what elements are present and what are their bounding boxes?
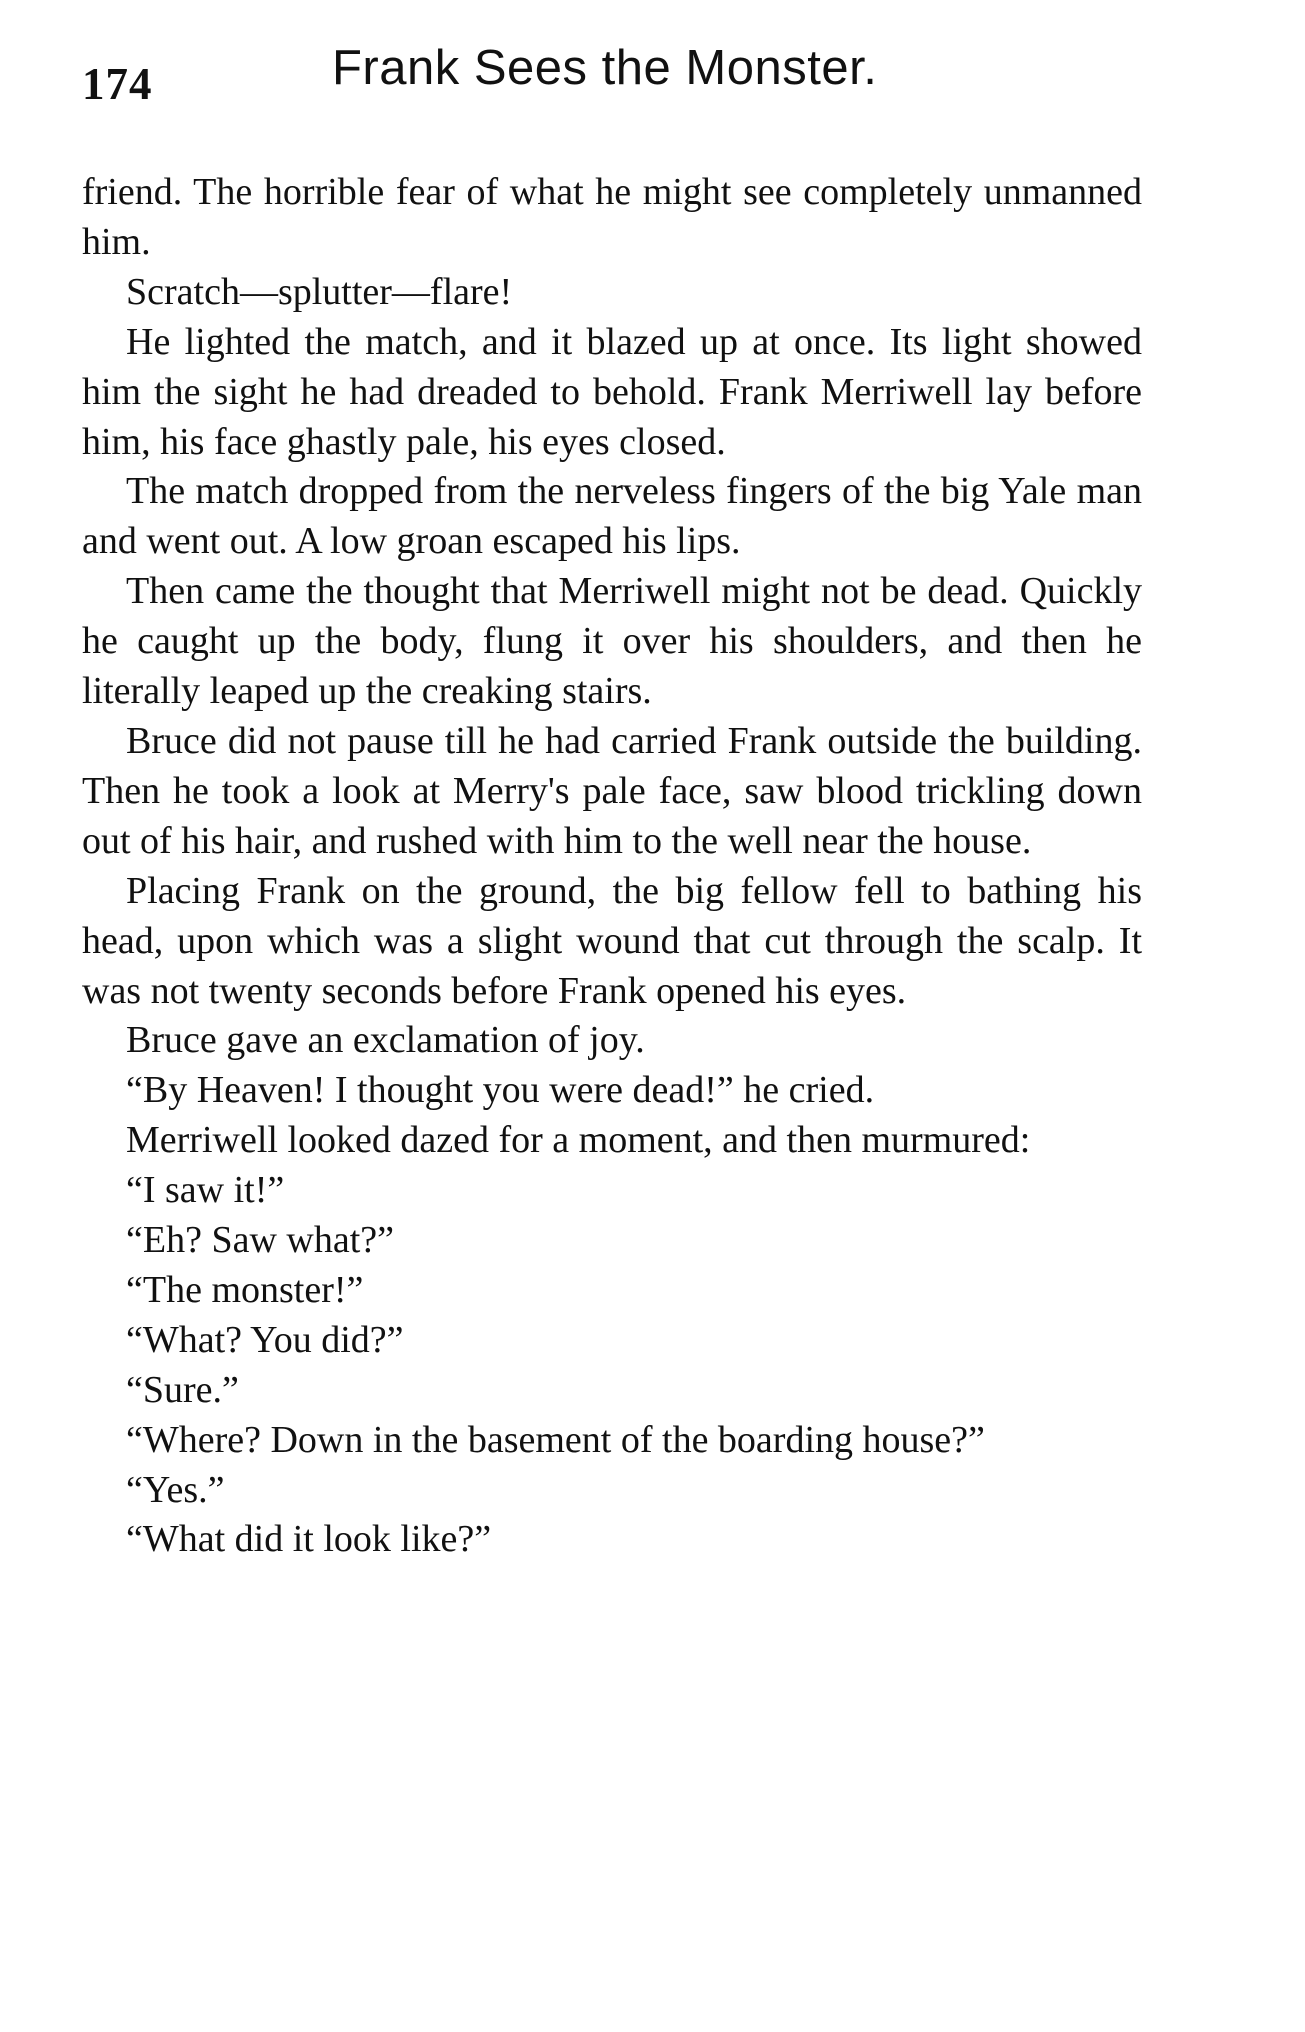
paragraph: “By Heaven! I thought you were dead!” he cried. [126,1069,875,1112]
page-number: 174 [82,59,153,109]
chapter-title: Frank Sees the Monster. [332,41,878,95]
paragraph: “Sure.” [126,1368,239,1411]
paragraph: “I saw it!” [126,1169,285,1212]
paragraph: friend. The horrible fear of what he might see completely unmanned him. [82,171,1142,263]
paragraph: “What did it look like?” [126,1518,492,1561]
paragraph: “Eh? Saw what?” [126,1219,394,1262]
paragraph: He lighted the match, and it blazed up at once. Its light showed him the sight he had dreaded to behold. Frank Merriwell lay before him, his face ghastly pale, his eyes closed. [82,320,1142,463]
paragraph: Then came the thought that Merriwell might not be dead. Quickly he caught up the body, flung it over his shoulders, and then he literally leaped up the creaking stairs. [82,570,1142,713]
paragraph: “The monster!” [126,1268,364,1311]
paragraph: Placing Frank on the ground, the big fellow fell to bathing his head, upon which was a slight wound that cut through the scalp. It was not twenty seconds before Frank opened his eyes. [82,869,1142,1012]
book-page [82,40,1142,1565]
paragraph: Bruce did not pause till he had carried Frank outside the building. Then he took a look at Merry's pale face, saw blood trickling down out of his hair, and rushed with him to the well near the house. [82,719,1142,862]
body-text [82,168,1142,1565]
running-head [82,40,1142,120]
paragraph: Bruce gave an exclamation of joy. [126,1019,645,1062]
paragraph: “Where? Down in the basement of the boarding house?” [126,1418,985,1461]
paragraph: Scratch—splutter—flare! [126,270,513,313]
paragraph: “Yes.” [126,1468,225,1511]
paragraph: Merriwell looked dazed for a moment, and then murmured: [126,1119,1031,1162]
paragraph: The match dropped from the nerveless fingers of the big Yale man and went out. A low groan escaped his lips. [82,470,1142,563]
paragraph: “What? You did?” [126,1318,404,1361]
